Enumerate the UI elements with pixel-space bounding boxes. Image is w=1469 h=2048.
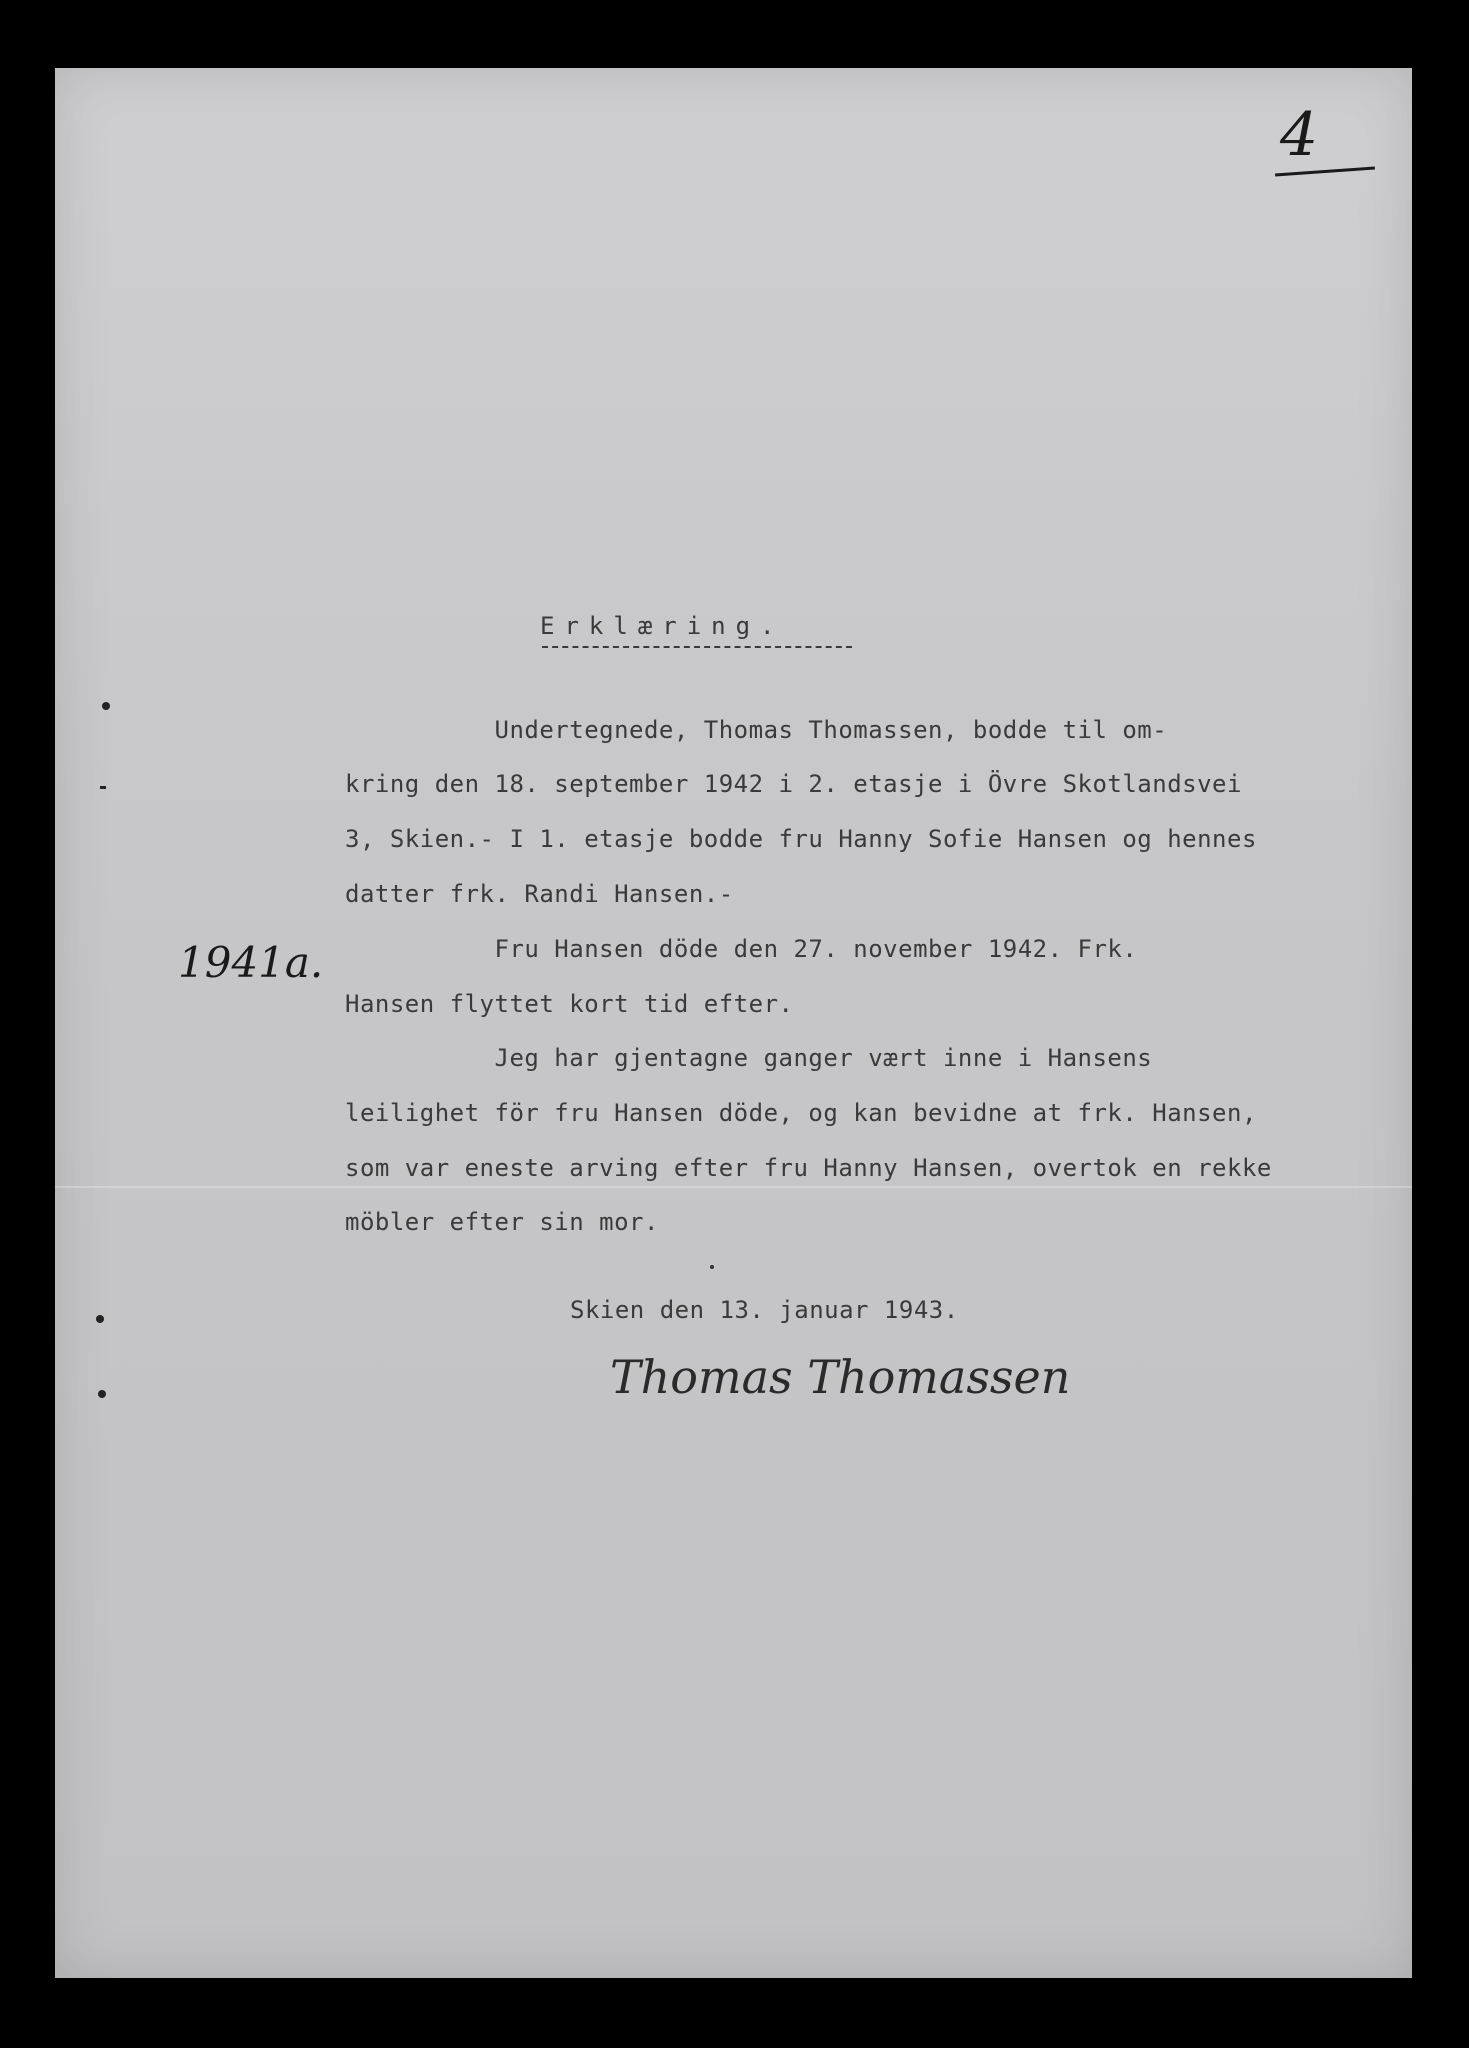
ink-dot xyxy=(710,1265,714,1269)
document-title: Erklæring. xyxy=(540,612,785,640)
body-line: möbler efter sin mor. xyxy=(345,1208,659,1236)
body-line: datter frk. Randi Hansen.- xyxy=(345,880,734,908)
signature: Thomas Thomassen xyxy=(610,1350,1071,1404)
punch-hole xyxy=(102,702,110,710)
title-underline xyxy=(542,646,852,648)
body-line: leilighet för fru Hansen döde, og kan bevidne at frk. Hansen, xyxy=(345,1099,1257,1127)
body-line: som var eneste arving efter fru Hanny Hansen, overtok en rekke xyxy=(345,1154,1272,1182)
body-line: 3, Skien.- I 1. etasje bodde fru Hanny Sofie Hansen og hennes xyxy=(345,825,1257,853)
punch-hole xyxy=(98,1390,106,1398)
body-line: Hansen flyttet kort tid efter. xyxy=(345,990,794,1018)
body-line: Undertegnede, Thomas Thomassen, bodde til om- xyxy=(345,716,1168,744)
body-line: Jeg har gjentagne ganger vært inne i Hansens xyxy=(345,1044,1153,1072)
punch-hole xyxy=(100,786,106,789)
document-page xyxy=(55,68,1412,1978)
body-line: kring den 18. september 1942 i 2. etasje i Övre Skotlandsvei xyxy=(345,770,1242,798)
page-number: 4 xyxy=(1280,100,1319,170)
margin-note: 1941a. xyxy=(178,938,324,987)
place-date: Skien den 13. januar 1943. xyxy=(570,1296,959,1324)
fold-line xyxy=(55,1186,1412,1188)
punch-hole xyxy=(96,1315,104,1323)
body-line: Fru Hansen döde den 27. november 1942. Frk. xyxy=(345,935,1138,963)
